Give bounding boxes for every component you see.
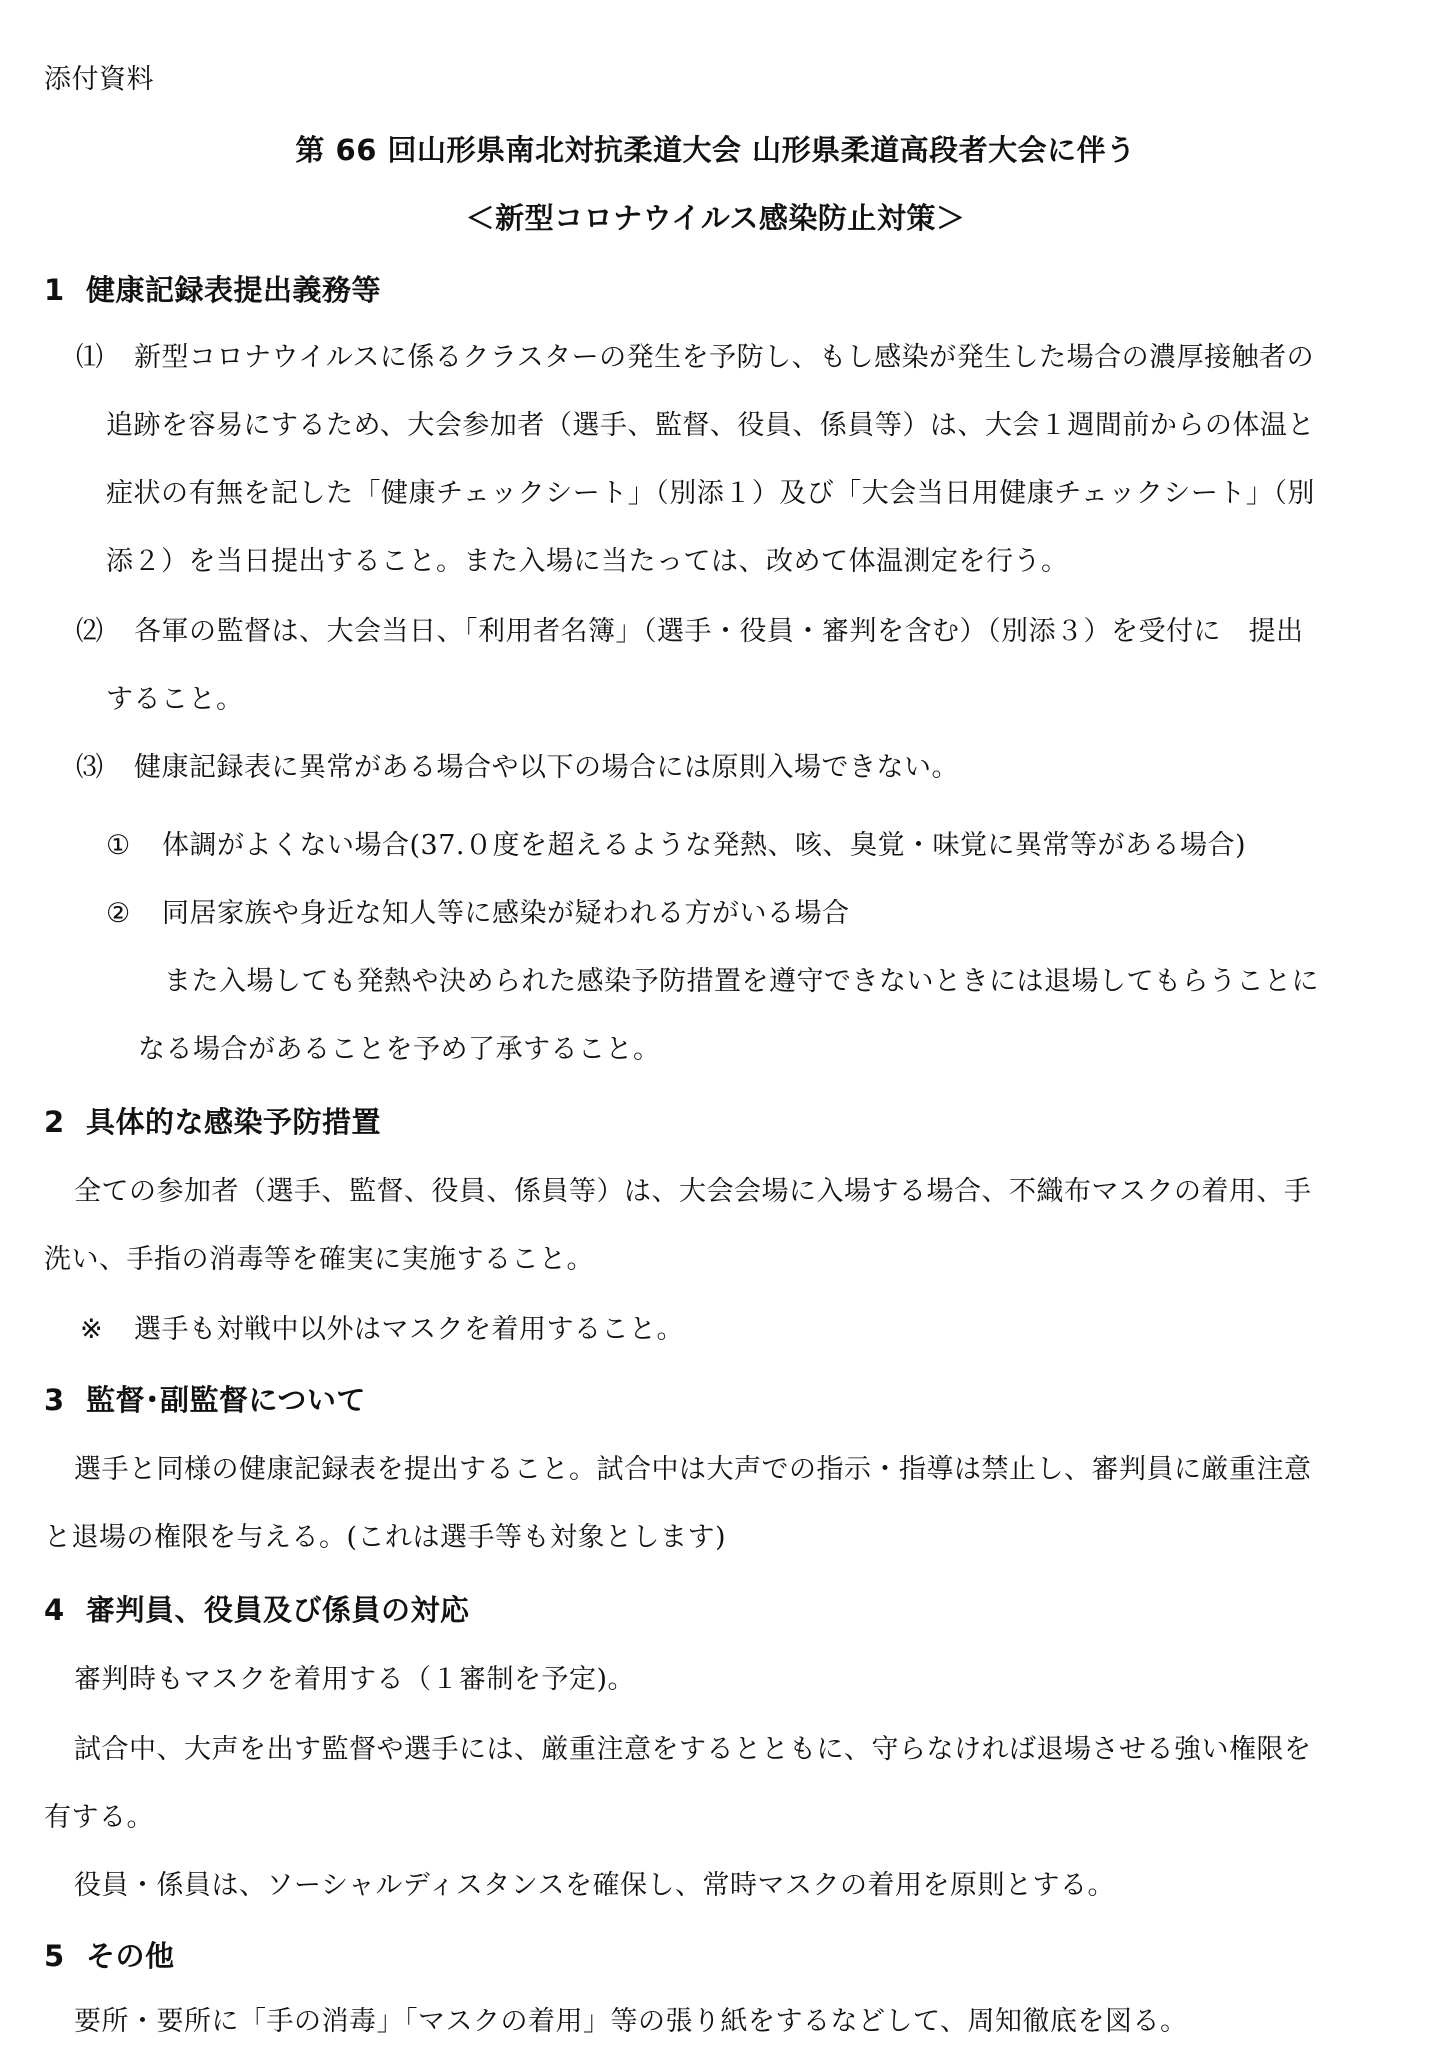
s2-note-mark: ※ [80,1314,104,1345]
section-1-number: 1 [44,273,65,307]
document-subtitle: ＜新型コロナウイルス感染防止対策＞ [465,201,966,235]
section-1-heading [44,273,382,307]
s1-item-2-line-1: 各軍の監督は、大会当日、「利用者名簿」（選手・役員・審判を含む）（別添３）を受付に 提出 [134,616,1304,647]
section-5-title: その他 [86,1939,175,1973]
s1-item-1-line-4: 添２）を当日提出すること。また入場に当たっては、改めて体温測定を行う。 [106,546,1069,577]
section-3-title: 監督･副監督について [86,1383,366,1417]
s1-subitem-1-text: 体調がよくない場合(37.０度を超えるような発熱、咳、臭覚・味覚に異常等がある場合) [162,830,1247,861]
section-3-number: 3 [44,1383,65,1417]
section-4-title: 審判員、役員及び係員の対応 [86,1593,470,1627]
s1-item-1-line-3: 症状の有無を記した「健康チェックシート」（別添１）及び「大会当日用健康チェックシート」（別 [106,478,1315,509]
section-2-number: 2 [44,1105,65,1139]
s2-note-text: 選手も対戦中以外はマスクを着用すること。 [134,1314,684,1345]
section-5-number: 5 [44,1939,65,1973]
s1-item-1-line-1: 新型コロナウイルスに係るクラスターの発生を予防し、もし感染が発生した場合の濃厚接触者の [134,342,1315,373]
s4-line-3: 有する。 [44,1802,154,1833]
section-1-title: 健康記録表提出義務等 [86,273,382,307]
s2-line-2: 洗い、手指の消毒等を確実に実施すること。 [44,1244,594,1275]
s3-line-1: 選手と同様の健康記録表を提出すること。試合中は大声での指示・指導は禁止し、審判員に厳重注意 [74,1454,1312,1485]
s1-note-line-1: また入場しても発熱や決められた感染予防措置を遵守できないときには退場してもらうことに [164,966,1319,997]
s5-line-1: 要所・要所に「手の消毒」「マスクの着用」等の張り紙をするなどして、周知徹底を図る。 [74,2006,1188,2037]
s1-item-2-line-2: すること。 [106,684,244,715]
s4-line-4: 役員・係員は、ソーシャルディスタンスを確保し、常時マスクの着用を原則とする。 [74,1870,1115,1901]
s1-subitem-2-label: ② [106,898,131,929]
s2-line-1: 全ての参加者（選手、監督、役員、係員等）は、大会会場に入場する場合、不織布マスクの着用、手 [74,1176,1312,1207]
section-4-heading [44,1593,470,1627]
s1-item-3-label: ⑶ [76,752,104,783]
attachment-label: 添付資料 [44,64,154,95]
section-2-heading [44,1105,382,1139]
section-3-heading [44,1383,366,1417]
s4-line-2: 試合中、大声を出す監督や選手には、厳重注意をするとともに、守らなければ退場させる強い権限を [74,1734,1312,1765]
s4-line-1: 審判時もマスクを着用する（１審制を予定)。 [74,1664,636,1695]
s1-note-line-2: なる場合があることを予め了承すること。 [138,1034,661,1065]
s3-line-2: と退場の権限を与える。(これは選手等も対象とします) [44,1522,727,1553]
s1-item-1-label: ⑴ [76,342,104,373]
section-5-heading [44,1939,175,1973]
document-title: 第 66 回山形県南北対抗柔道大会 山形県柔道高段者大会に伴う [295,133,1136,167]
s1-item-1-line-2: 追跡を容易にするため、大会参加者（選手、監督、役員、係員等）は、大会１週間前からの体温と [106,410,1315,441]
s1-subitem-1-label: ① [106,830,131,861]
s1-item-3-line-1: 健康記録表に異常がある場合や以下の場合には原則入場できない。 [134,752,959,783]
s1-subitem-2-text: 同居家族や身近な知人等に感染が疑われる方がいる場合 [162,898,850,929]
section-4-number: 4 [44,1593,65,1627]
s1-item-2-label: ⑵ [76,616,104,647]
section-2-title: 具体的な感染予防措置 [86,1105,382,1139]
